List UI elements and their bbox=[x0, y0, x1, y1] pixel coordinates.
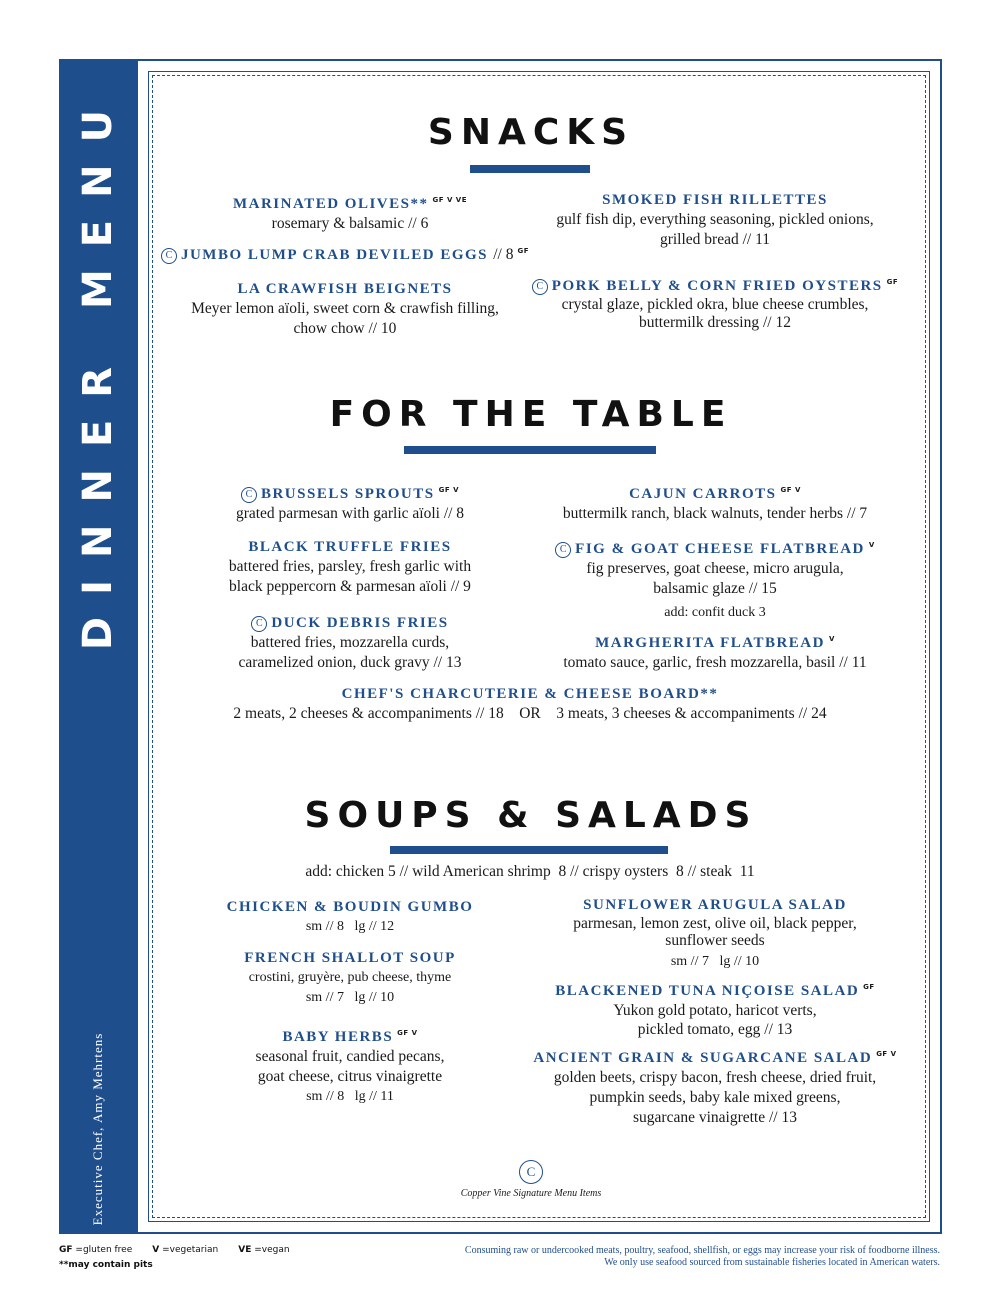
item-price: // 8 bbox=[493, 246, 514, 263]
item-name: PORK BELLY & CORN FRIED OYSTERS bbox=[551, 278, 883, 294]
menu-item-margherita-flatbread bbox=[530, 629, 900, 673]
item-name: CHEF'S CHARCUTERIE & CHEESE BOARD** bbox=[341, 686, 719, 702]
health-disclaimer bbox=[465, 1245, 940, 1269]
dietary-tags: GF V VE bbox=[432, 196, 468, 204]
menu-item-smoked-fish-rillettes bbox=[530, 190, 900, 250]
item-description: grated parmesan with garlic aïoli // 8 bbox=[235, 505, 465, 522]
dietary-tags: V bbox=[828, 635, 835, 643]
item-description: tomato sauce, garlic, fresh mozzarella, basil // 11 bbox=[563, 654, 867, 671]
menu-item-brussels-sprouts bbox=[180, 480, 520, 524]
item-description: seasonal fruit, candied pecans, bbox=[255, 1048, 445, 1065]
item-description: Meyer lemon aïoli, sweet corn & crawfish filling, bbox=[191, 300, 499, 317]
item-name: BLACKENED TUNA NIÇOISE SALAD bbox=[555, 983, 860, 999]
dietary-tags: GF bbox=[886, 278, 899, 286]
item-description: sunflower seeds bbox=[665, 932, 765, 949]
menu-item-fig-goat-cheese-flatbread bbox=[530, 535, 900, 623]
item-description: balsamic glaze // 15 bbox=[653, 580, 777, 597]
soups-add-ons bbox=[150, 862, 910, 882]
item-name: SMOKED FISH RILLETTES bbox=[602, 192, 828, 208]
disclaimer-line: Consuming raw or undercooked meats, poultry, seafood, shellfish, or eggs may increase your risk of foodborne illness. bbox=[464, 1245, 940, 1256]
item-description: golden beets, crispy bacon, fresh cheese, dried fruit, bbox=[553, 1069, 877, 1086]
menu-item-chicken-boudin-gumbo bbox=[180, 897, 520, 937]
add-on-proteins: add: chicken 5 // wild American shrimp 8 // crispy oysters 8 // steak 11 bbox=[305, 863, 755, 880]
item-name: LA CRAWFISH BEIGNETS bbox=[237, 281, 453, 297]
item-description: pumpkin seeds, baby kale mixed greens, bbox=[589, 1089, 841, 1106]
dietary-tags: V bbox=[868, 541, 875, 549]
item-name: FRENCH SHALLOT SOUP bbox=[244, 950, 456, 966]
signature-caption: Copper Vine Signature Menu Items bbox=[460, 1188, 602, 1199]
item-name: BABY HERBS bbox=[282, 1029, 394, 1045]
item-name: BLACK TRUFFLE FRIES bbox=[248, 539, 452, 555]
section-title-soups-salads: SOUPS & SALADS bbox=[304, 795, 758, 836]
legend-v-abbr: V bbox=[152, 1245, 160, 1255]
menu-item-duck-debris-fries bbox=[180, 613, 520, 673]
item-price: sm // 7 lg // 10 bbox=[670, 954, 760, 969]
executive-chef: Executive Chef, Amy Mehrtens bbox=[89, 1032, 105, 1226]
item-name: BRUSSELS SPROUTS bbox=[260, 486, 435, 502]
item-description: crostini, gruyère, pub cheese, thyme bbox=[248, 970, 452, 985]
item-price: sm // 8 lg // 12 bbox=[305, 919, 395, 934]
section-title-snacks: SNACKS bbox=[427, 112, 635, 153]
dietary-tags: GF bbox=[517, 247, 530, 255]
item-price: sm // 8 lg // 11 bbox=[306, 1089, 394, 1104]
signature-icon: C bbox=[532, 279, 548, 295]
dietary-tags: GF V bbox=[780, 486, 801, 494]
menu-item-black-truffle-fries bbox=[180, 537, 520, 597]
menu-item-ancient-grain-salad bbox=[510, 1044, 920, 1128]
item-description: chow chow // 10 bbox=[293, 320, 397, 337]
item-description: goat cheese, citrus vinaigrette bbox=[257, 1068, 443, 1085]
item-description: pickled tomato, egg // 13 bbox=[637, 1021, 793, 1038]
item-name: FIG & GOAT CHEESE FLATBREAD bbox=[575, 541, 865, 557]
sidebar-band bbox=[59, 59, 136, 1234]
section-rule bbox=[390, 846, 668, 854]
menu-item-crawfish-beignets bbox=[160, 279, 530, 339]
menu-item-baby-herbs bbox=[180, 1023, 520, 1107]
item-description: rosemary & balsamic // 6 bbox=[271, 215, 429, 232]
section-title-for-the-table: FOR THE TABLE bbox=[329, 394, 733, 435]
menu-item-charcuterie-board bbox=[150, 684, 910, 724]
item-description: battered fries, parsley, fresh garlic with bbox=[228, 558, 472, 575]
legend-v-text: =vegetarian bbox=[162, 1245, 219, 1255]
legend-ve-abbr: VE bbox=[238, 1245, 252, 1255]
legend-gf-abbr: GF bbox=[59, 1245, 73, 1255]
item-name: MARINATED OLIVES** bbox=[232, 196, 429, 212]
dietary-tags: GF bbox=[863, 983, 875, 991]
item-description: buttermilk dressing // 12 bbox=[639, 314, 791, 331]
signature-logo-icon: C bbox=[519, 1160, 543, 1184]
dietary-tags: GF V bbox=[438, 486, 460, 494]
signature-icon: C bbox=[555, 542, 571, 558]
item-description: 2 meats, 2 cheeses & accompaniments // 18 OR 3 meats, 3 cheeses & accompaniments // 24 bbox=[233, 705, 827, 722]
dietary-tags: GF V bbox=[397, 1029, 418, 1037]
item-description: battered fries, mozzarella curds, bbox=[250, 634, 450, 651]
section-rule bbox=[470, 165, 590, 173]
menu-item-pork-belly-oysters bbox=[530, 272, 900, 332]
pits-note: **may contain pits bbox=[59, 1260, 153, 1270]
menu-item-cajun-carrots bbox=[530, 480, 900, 524]
item-name: SUNFLOWER ARUGULA SALAD bbox=[583, 897, 847, 913]
item-description: crystal glaze, pickled okra, blue cheese crumbles, bbox=[561, 296, 869, 313]
item-name: ANCIENT GRAIN & SUGARCANE SALAD bbox=[533, 1050, 873, 1066]
signature-icon: C bbox=[241, 487, 257, 503]
disclaimer-line: We only use seafood sourced from sustainable fisheries located in American waters. bbox=[604, 1257, 940, 1268]
item-name: CAJUN CARROTS bbox=[629, 486, 777, 502]
dietary-legend bbox=[59, 1245, 290, 1270]
item-description: sugarcane vinaigrette // 13 bbox=[633, 1109, 797, 1126]
menu-item-french-shallot-soup bbox=[180, 948, 520, 1008]
item-add-on: add: confit duck 3 bbox=[664, 605, 766, 620]
item-name: JUMBO LUMP CRAB DEVILED EGGS bbox=[180, 247, 488, 263]
legend-gf-text: =gluten free bbox=[75, 1245, 133, 1255]
dietary-tags: GF V bbox=[876, 1050, 897, 1058]
item-name: DUCK DEBRIS FRIES bbox=[271, 615, 449, 631]
item-description: gulf fish dip, everything seasoning, pickled onions, bbox=[556, 211, 874, 228]
legend-ve-text: =vegan bbox=[254, 1245, 290, 1255]
menu-title: DINNER MENU bbox=[74, 87, 121, 651]
signature-icon: C bbox=[251, 616, 267, 632]
item-description: fig preserves, goat cheese, micro arugula, bbox=[586, 560, 844, 577]
menu-item-marinated-olives bbox=[180, 190, 520, 234]
item-description: parmesan, lemon zest, olive oil, black pepper, bbox=[573, 915, 857, 932]
signature-legend bbox=[136, 1160, 926, 1199]
item-description: caramelized onion, duck gravy // 13 bbox=[238, 654, 462, 671]
signature-icon: C bbox=[161, 248, 177, 264]
menu-item-tuna-nicoise-salad bbox=[530, 977, 900, 1039]
item-description: Yukon gold potato, haricot verts, bbox=[613, 1002, 817, 1019]
item-description: black peppercorn & parmesan aïoli // 9 bbox=[229, 578, 471, 595]
item-description: buttermilk ranch, black walnuts, tender herbs // 7 bbox=[562, 505, 868, 522]
menu-item-crab-deviled-eggs bbox=[160, 241, 530, 265]
menu-item-sunflower-arugula-salad bbox=[530, 895, 900, 972]
item-name: MARGHERITA FLATBREAD bbox=[595, 635, 825, 651]
item-description: grilled bread // 11 bbox=[659, 231, 771, 248]
item-name: CHICKEN & BOUDIN GUMBO bbox=[226, 899, 474, 915]
section-rule bbox=[404, 446, 656, 454]
item-price: sm // 7 lg // 10 bbox=[305, 990, 395, 1005]
